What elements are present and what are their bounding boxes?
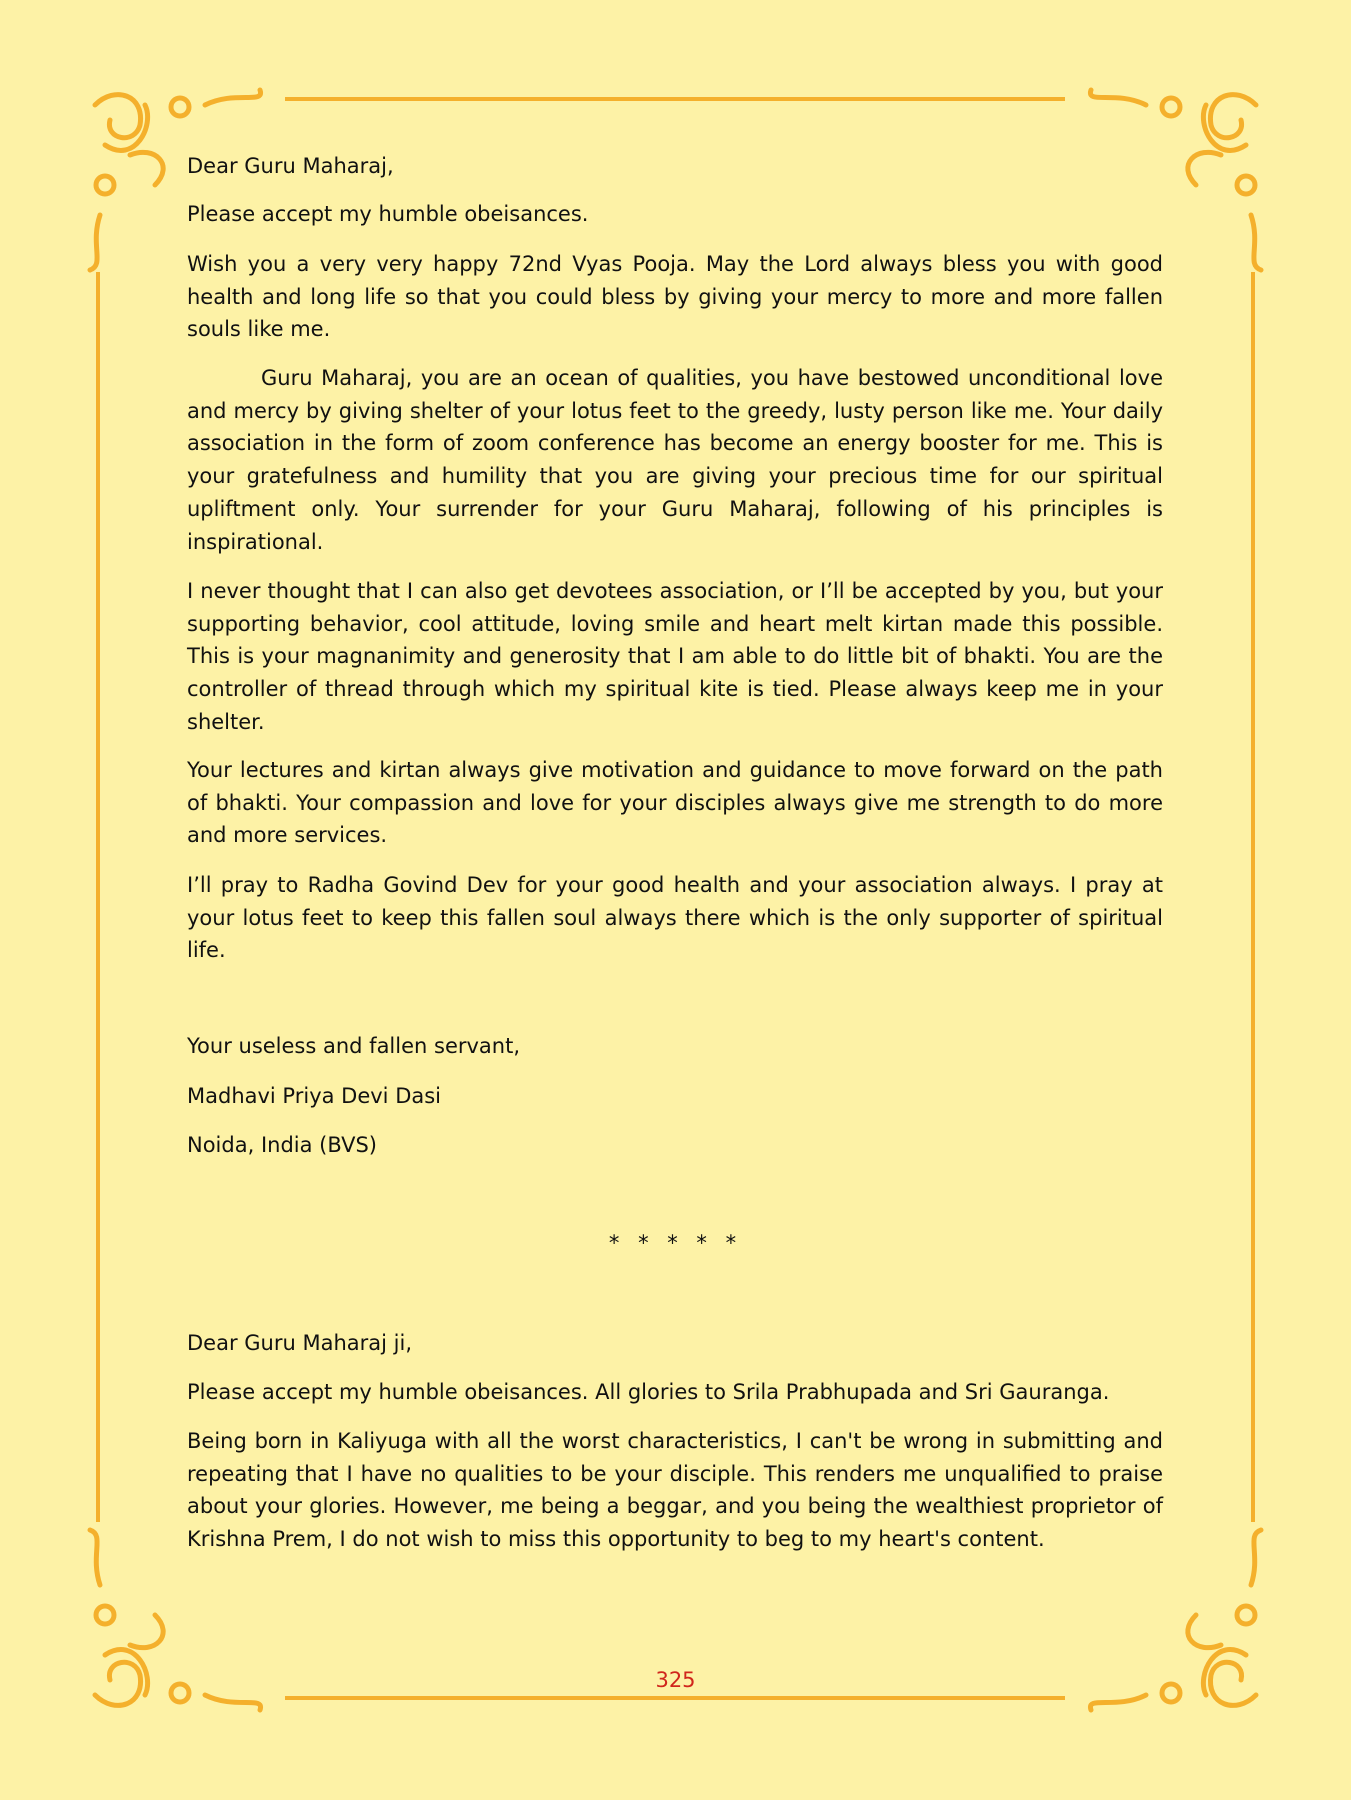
border-right [1251,272,1255,1522]
letter1-signature: Madhavi Priya Devi Dasi [187,1084,442,1108]
letter1-closing: Your useless and fallen servant, [187,1034,521,1058]
letter2-greeting: Please accept my humble obeisances. All glories to Srila Prabhupada and Sri Gauranga. [187,1380,1110,1404]
letter1-paragraph: I never thought that I can also get devotees association, or I’ll be accepted by you, but your supporting behavior, cool attitude, loving smile and heart melt kirtan made this possible. This is your magnanimity and generosity that I am able to do little bit of bhakti. You are the controller of thread through which my spiritual kite is tied. Please always keep me in your shelter. [187,579,1163,734]
border-top [285,97,1065,101]
separator: * * * * * [608,1231,743,1255]
letter1-location: Noida, India (BVS) [187,1133,377,1157]
letter1-paragraph: I’ll pray to Radha Govind Dev for your good health and your association always. I pray at your lotus feet to keep this fallen soul always there which is the only supporter of spiritual life. [187,873,1163,963]
border-bottom [285,1696,1065,1700]
letter2-paragraph: Being born in Kaliyuga with all the worst characteristics, I can't be wrong in submitting and repeating that I have no qualities to be your disciple. This renders me unqualified to praise about your glories. However, me being a beggar, and you being the wealthiest proprietor of Krishna Prem, I do not wish to miss this opportunity to beg to my heart's content. [187,1429,1163,1552]
letter1-paragraph: Wish you a very very happy 72nd Vyas Pooja. May the Lord always bless you with good health and long life so that you could bless by giving your mercy to more and more fallen souls like me. [187,252,1163,342]
letter1-salutation: Dear Guru Maharaj, [187,154,394,178]
page-number: 325 [655,1668,696,1692]
border-left [96,272,100,1522]
letter2-salutation: Dear Guru Maharaj ji, [187,1331,412,1355]
letter1-paragraph: Guru Maharaj, you are an ocean of qualities, you have bestowed unconditional love and mercy by giving shelter of your lotus feet to the greedy, lusty person like me. Your daily association in the form of zoom conference has become an energy booster for me. This is your gratefulness and humility that you are giving your precious time for our spiritual upliftment only. Your surrender for your Guru Maharaj, following of his principles is inspirational. [187,366,1163,554]
letter1-paragraph: Your lectures and kirtan always give motivation and guidance to move forward on the path of bhakti. Your compassion and love for your disciples always give me strength to do more and more services. [187,758,1163,848]
letter1-greeting: Please accept my humble obeisances. [187,202,589,226]
